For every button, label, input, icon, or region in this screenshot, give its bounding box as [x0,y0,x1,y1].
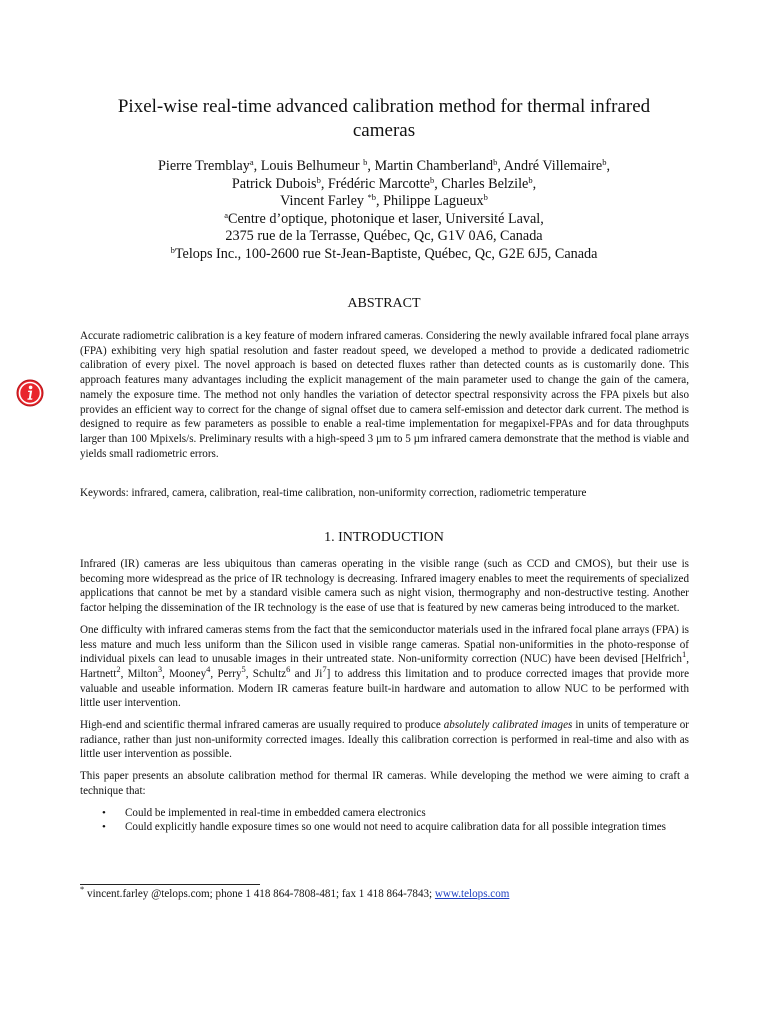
footnote-text: vincent.farley @telops.com; phone 1 418 864-7808-481; fax 1 418 864-7843; [84,888,435,900]
footnote [80,884,689,901]
affiliation-1-address: 2375 rue de la Terrasse, Québec, Qc, G1V 0A6, Canada [225,228,543,244]
keywords-text: Keywords: infrared, camera, calibration, real-time calibration, non-uniformity correction, radiometric temperature [80,487,587,499]
footnote-divider [80,884,260,885]
affiliation-2: $^b$Telops Inc., 100-2600 rue St-Jean-Baptiste, Québec, Qc, G2E 6J5, Canada [170,244,598,262]
author-line-2: Patrick Dubois$^b$, Frédéric Marcotte$^b$, Charles Belzile$^b$, [231,174,537,192]
paper-title [90,95,678,143]
list-item: • Could explicitly handle exposure times so one would not need to acquire calibration data for all possible integration times [102,821,666,834]
bullet-icon: • [102,821,106,834]
intro-paragraph-1: Infrared (IR) cameras are less ubiquitous than cameras operating in the visible range (such as CCD and CMOS), but their use is becoming more widespread as the price of IR technology is decreasing. Infrared imagery enables to meet the requirements of specialized applications that cannot be met by a standard visible camera such as night vision, thermography and non-destructive testing. Another factor helping the dissemination of the IR technology is the ease of use that is featured by new cameras being introduced to the market. [80,558,689,615]
author-block [80,158,688,263]
abstract-body [80,329,689,461]
list-item: • Could be implemented in real-time in embedded camera electronics [102,806,426,819]
affiliation-1: $^a$Centre d’optique, photonique et laser, Université Laval, [224,209,544,227]
abstract-heading: ABSTRACT [347,296,421,311]
info-icon[interactable] [16,379,44,407]
keywords [80,486,689,501]
intro-paragraph-4: This paper presents an absolute calibration method for thermal IR cameras. While developing the method we were aiming to craft a technique that: [80,770,689,797]
title-line-2: cameras [352,120,416,141]
telops-website-link[interactable]: www.telops.com [434,888,510,900]
bullet-icon: • [102,806,106,819]
intro-paragraph-2: One difficulty with infrared cameras stems from the fact that the semiconductor materials used in the infrared focal plane arrays (FPA) is less mature and much less uniform than the Silicon used in visible range cameras. Spatial non-uniformities in the photo-response of individual pixels can lead to unusable images in their untreated state. Non-uniformity correction (NUC) have been devised [Helfrich$^1$, Hartnett$^2$, Milton$^3$, Mooney$^4$, Perry$^5$, Schultz$^6$ and Ji$^7$] to address this limitation and to produce corrected images that provide more valuable and useable information. Modern IR cameras feature built-in hardware and automation to allow NUC to be performed with little user intervention. [80,623,690,710]
intro-paragraph-3: High-end and scientific thermal infrared cameras are usually required to produce absolutely calibrated images in units of temperature or radiance, rather than just non-uniformity corrected images. Ideally this calibration correction is performed in real-time and also with as little user intervention as possible. [80,719,689,761]
section-heading-introduction: 1. INTRODUCTION [324,530,444,545]
abstract-text: Accurate radiometric calibration is a key feature of modern infrared cameras. Considering the newly available infrared focal plane arrays (FPA) exhibiting very high spatial resolution and faster readout speed, we developed a method to provide a dedicated radiometric calibration of every pixel. The novel approach is based on detected fluxes rather than detected counts as is customarily done. This approach features many advantages including the explicit management of the main parameter used to change the gain of the camera, namely the exposure time. The method not only handles the variation of detector spectral responsivity across the FPA pixels but also provides an efficient way to correct for the change of signal offset due to camera self-emission and detector dark current. The method is designed to require as few parameters as possible to enable a real-time implementation for megapixel-FPAs and for data throughputs larger than 100 Mpixels/s. Preliminary results with a high-speed 3 µm to 5 µm infrared camera demonstrate that the method is viable and yields small radiometric errors. [80,330,689,460]
requirements-list [80,806,689,835]
author-line-3: Vincent Farley $^{*b}$, Philippe Lagueux$^b$ [280,192,488,209]
footnote-marker: * [80,884,85,894]
author-line-1: Pierre Tremblay$^a$, Louis Belhumeur $^b$, Martin Chamberland$^b$, André Villemaire$^b$, [157,157,610,174]
introduction-body [80,557,689,835]
title-line-1: Pixel-wise real-time advanced calibration method for thermal infrared [117,96,651,117]
